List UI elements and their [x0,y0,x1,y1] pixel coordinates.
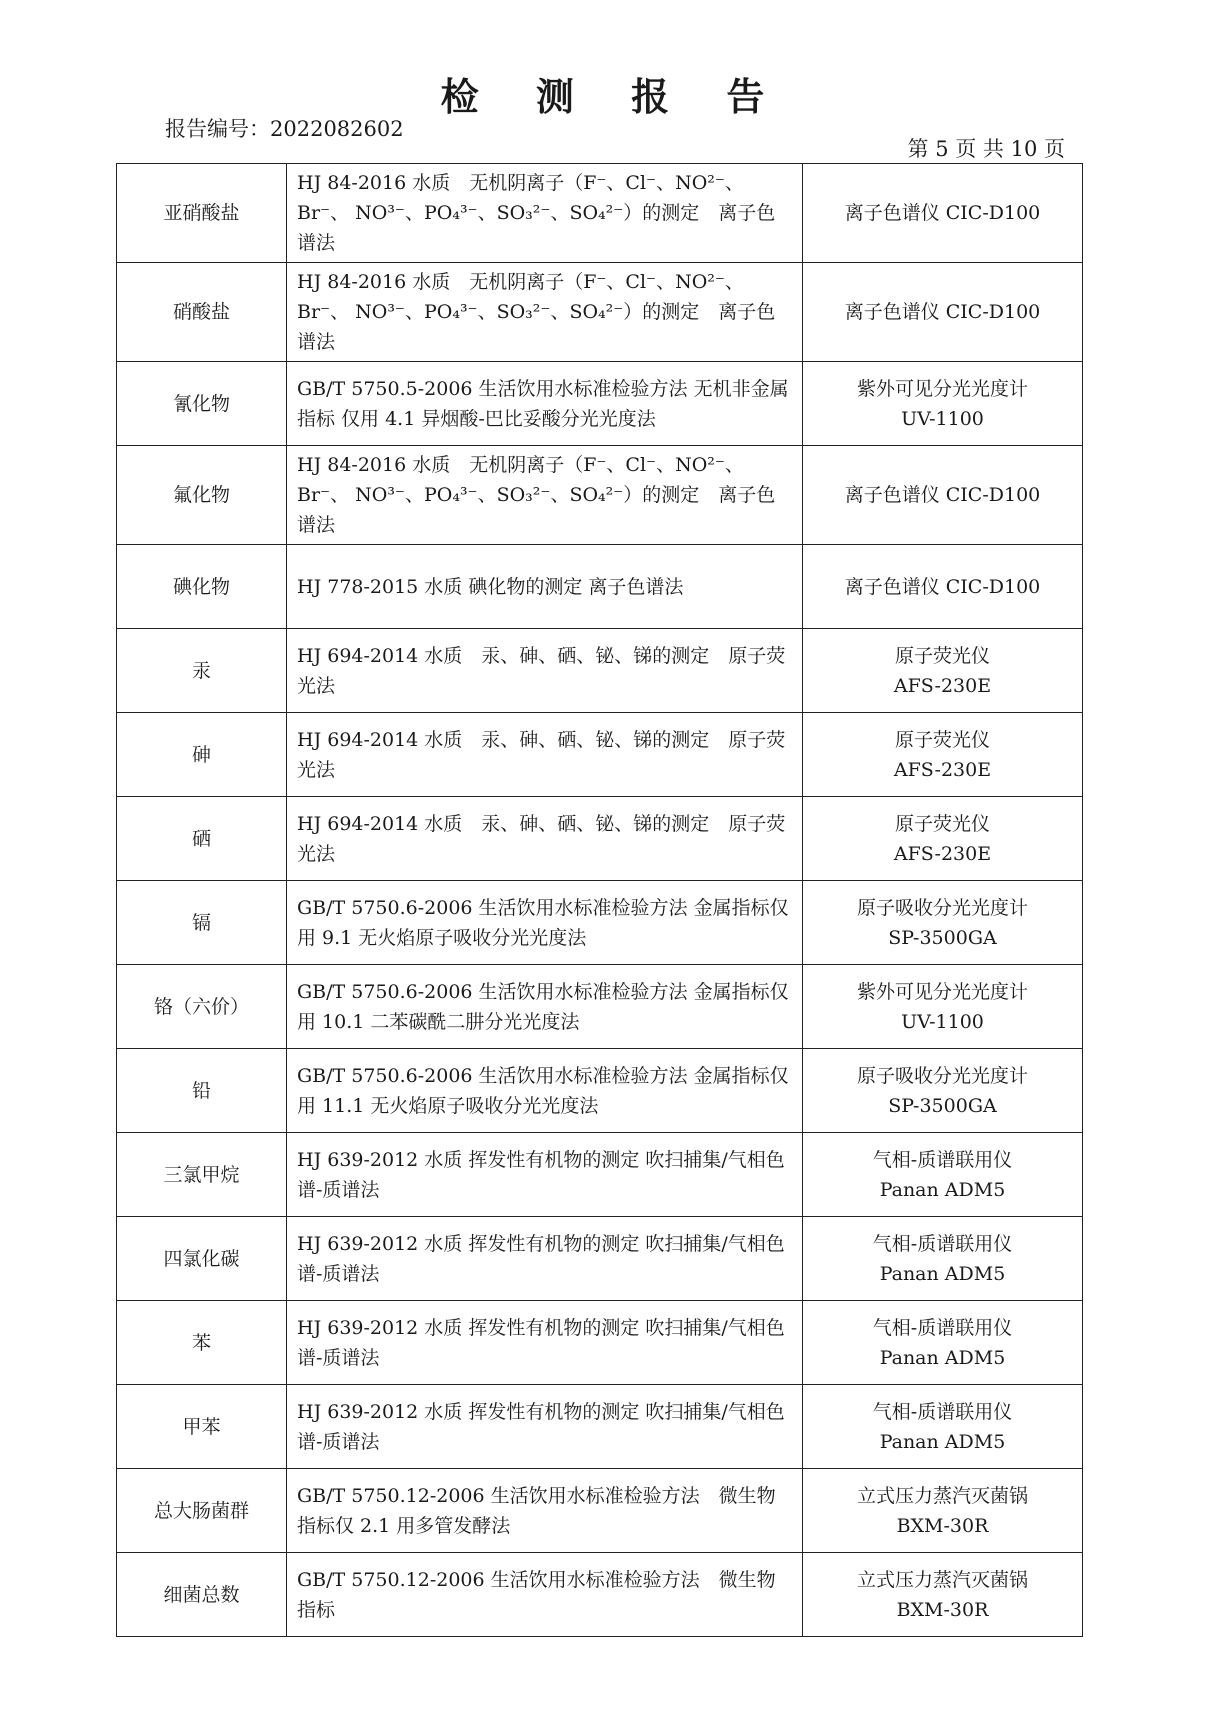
instrument-name: 紫外可见分光光度计 [856,377,1028,400]
instrument-cell [803,1049,1083,1133]
test-item-cell: 碘化物 [117,545,287,629]
instrument-model: UV-1100 [901,1010,984,1033]
test-method-cell: HJ 84-2016 水质 无机阴离子（F⁻、Cl⁻、NO²⁻、Br⁻、 NO³⁻、PO₄³⁻、SO₃²⁻、SO₄²⁻）的测定 离子色谱法 [287,263,803,362]
table-row [117,362,1083,446]
instrument-cell [803,1301,1083,1385]
instrument-cell [803,965,1083,1049]
table-row [117,1385,1083,1469]
instrument-model: UV-1100 [901,407,984,430]
table-row [117,1133,1083,1217]
instrument-name: 立式压力蒸汽灭菌锅 [856,1484,1028,1507]
instrument-model: AFS-230E [893,674,992,697]
test-method-cell: GB/T 5750.5-2006 生活饮用水标准检验方法 无机非金属指标 仅用 4.1 异烟酸-巴比妥酸分光光度法 [287,362,803,446]
test-item-cell: 细菌总数 [117,1553,287,1637]
report-number-label: 报告编号： [165,117,270,141]
instrument-model: Panan ADM5 [879,1262,1006,1285]
instrument-model: Panan ADM5 [879,1178,1006,1201]
instrument-name: 原子荧光仪 [894,644,990,667]
test-item-cell: 三氯甲烷 [117,1133,287,1217]
instrument-cell [803,446,1083,545]
table-row [117,263,1083,362]
test-method-cell: HJ 694-2014 水质 汞、砷、硒、铋、锑的测定 原子荧光法 [287,797,803,881]
test-method-cell: HJ 639-2012 水质 挥发性有机物的测定 吹扫捕集/气相色谱-质谱法 [287,1301,803,1385]
test-item-cell: 铅 [117,1049,287,1133]
instrument-model: AFS-230E [893,842,992,865]
test-item-cell: 苯 [117,1301,287,1385]
test-method-cell: GB/T 5750.12-2006 生活饮用水标准检验方法 微生物指标仅 2.1 用多管发酵法 [287,1469,803,1553]
instrument-cell [803,881,1083,965]
test-item-cell: 四氯化碳 [117,1217,287,1301]
test-item-cell: 氰化物 [117,362,287,446]
table-row [117,1553,1083,1637]
instrument-cell [803,1469,1083,1553]
test-method-cell: HJ 84-2016 水质 无机阴离子（F⁻、Cl⁻、NO²⁻、Br⁻、 NO³⁻、PO₄³⁻、SO₃²⁻、SO₄²⁻）的测定 离子色谱法 [287,446,803,545]
test-item-cell: 氟化物 [117,446,287,545]
instrument-name: 离子色谱仪 CIC-D100 [844,202,1041,224]
test-item-cell: 汞 [117,629,287,713]
test-method-cell: GB/T 5750.6-2006 生活饮用水标准检验方法 金属指标仅用 9.1 无火焰原子吸收分光光度法 [287,881,803,965]
instrument-model: SP-3500GA [888,926,997,949]
instrument-cell [803,362,1083,446]
instrument-model: Panan ADM5 [879,1430,1006,1453]
table-row [117,1469,1083,1553]
table-body [117,164,1083,1637]
instrument-cell [803,545,1083,629]
test-method-cell: HJ 694-2014 水质 汞、砷、硒、铋、锑的测定 原子荧光法 [287,713,803,797]
instrument-model: SP-3500GA [888,1094,997,1117]
instrument-cell [803,713,1083,797]
instrument-name: 立式压力蒸汽灭菌锅 [856,1568,1028,1591]
instrument-name: 原子荧光仪 [894,728,990,751]
test-item-cell: 甲苯 [117,1385,287,1469]
page-info: 第 5 页 共 10 页 [907,137,1065,161]
table-row [117,965,1083,1049]
test-item-cell: 总大肠菌群 [117,1469,287,1553]
table-row [117,446,1083,545]
test-item-cell: 铬（六价） [117,965,287,1049]
instrument-name: 离子色谱仪 CIC-D100 [844,575,1041,598]
instrument-cell [803,1217,1083,1301]
instrument-cell [803,263,1083,362]
table-row [117,713,1083,797]
test-method-cell: HJ 84-2016 水质 无机阴离子（F⁻、Cl⁻、NO²⁻、Br⁻、 NO³⁻、PO₄³⁻、SO₃²⁻、SO₄²⁻）的测定 离子色谱法 [287,164,803,263]
test-method-cell: HJ 639-2012 水质 挥发性有机物的测定 吹扫捕集/气相色谱-质谱法 [287,1217,803,1301]
test-method-table [116,163,1083,1637]
instrument-model: Panan ADM5 [879,1346,1006,1369]
instrument-name: 原子吸收分光光度计 [856,1064,1028,1087]
test-method-cell: HJ 694-2014 水质 汞、砷、硒、铋、锑的测定 原子荧光法 [287,629,803,713]
instrument-name: 离子色谱仪 CIC-D100 [844,484,1041,506]
table-row [117,629,1083,713]
test-method-cell: GB/T 5750.6-2006 生活饮用水标准检验方法 金属指标仅用 11.1 无火焰原子吸收分光光度法 [287,1049,803,1133]
instrument-cell [803,629,1083,713]
instrument-name: 气相-质谱联用仪 [872,1148,1013,1171]
test-method-cell: HJ 778-2015 水质 碘化物的测定 离子色谱法 [287,545,803,629]
test-item-cell: 亚硝酸盐 [117,164,287,263]
instrument-cell [803,164,1083,263]
test-method-cell: HJ 639-2012 水质 挥发性有机物的测定 吹扫捕集/气相色谱-质谱法 [287,1385,803,1469]
instrument-cell [803,797,1083,881]
instrument-cell [803,1133,1083,1217]
test-item-cell: 镉 [117,881,287,965]
table-row [117,1049,1083,1133]
report-title: 检 测 报 告 [440,74,787,119]
instrument-name: 气相-质谱联用仪 [872,1316,1013,1339]
instrument-name: 气相-质谱联用仪 [872,1232,1013,1255]
report-number [165,113,404,143]
instrument-name: 气相-质谱联用仪 [872,1400,1013,1423]
table-row [117,1217,1083,1301]
table-row [117,1301,1083,1385]
table-row [117,797,1083,881]
instrument-cell [803,1385,1083,1469]
table-row [117,545,1083,629]
test-method-cell: GB/T 5750.6-2006 生活饮用水标准检验方法 金属指标仅用 10.1 二苯碳酰二肼分光光度法 [287,965,803,1049]
instrument-cell [803,1553,1083,1637]
instrument-model: BXM-30R [896,1514,989,1537]
instrument-name: 原子荧光仪 [894,812,990,835]
instrument-model: AFS-230E [893,758,992,781]
test-item-cell: 硝酸盐 [117,263,287,362]
test-method-cell: HJ 639-2012 水质 挥发性有机物的测定 吹扫捕集/气相色谱-质谱法 [287,1133,803,1217]
instrument-model: BXM-30R [896,1598,989,1621]
test-method-cell: GB/T 5750.12-2006 生活饮用水标准检验方法 微生物指标 [287,1553,803,1637]
instrument-name: 离子色谱仪 CIC-D100 [844,301,1041,323]
instrument-name: 紫外可见分光光度计 [856,980,1028,1003]
report-number-value: 2022082602 [270,117,404,141]
instrument-name: 原子吸收分光光度计 [856,896,1028,919]
test-item-cell: 砷 [117,713,287,797]
table-row [117,881,1083,965]
table-row [117,164,1083,263]
test-item-cell: 硒 [117,797,287,881]
